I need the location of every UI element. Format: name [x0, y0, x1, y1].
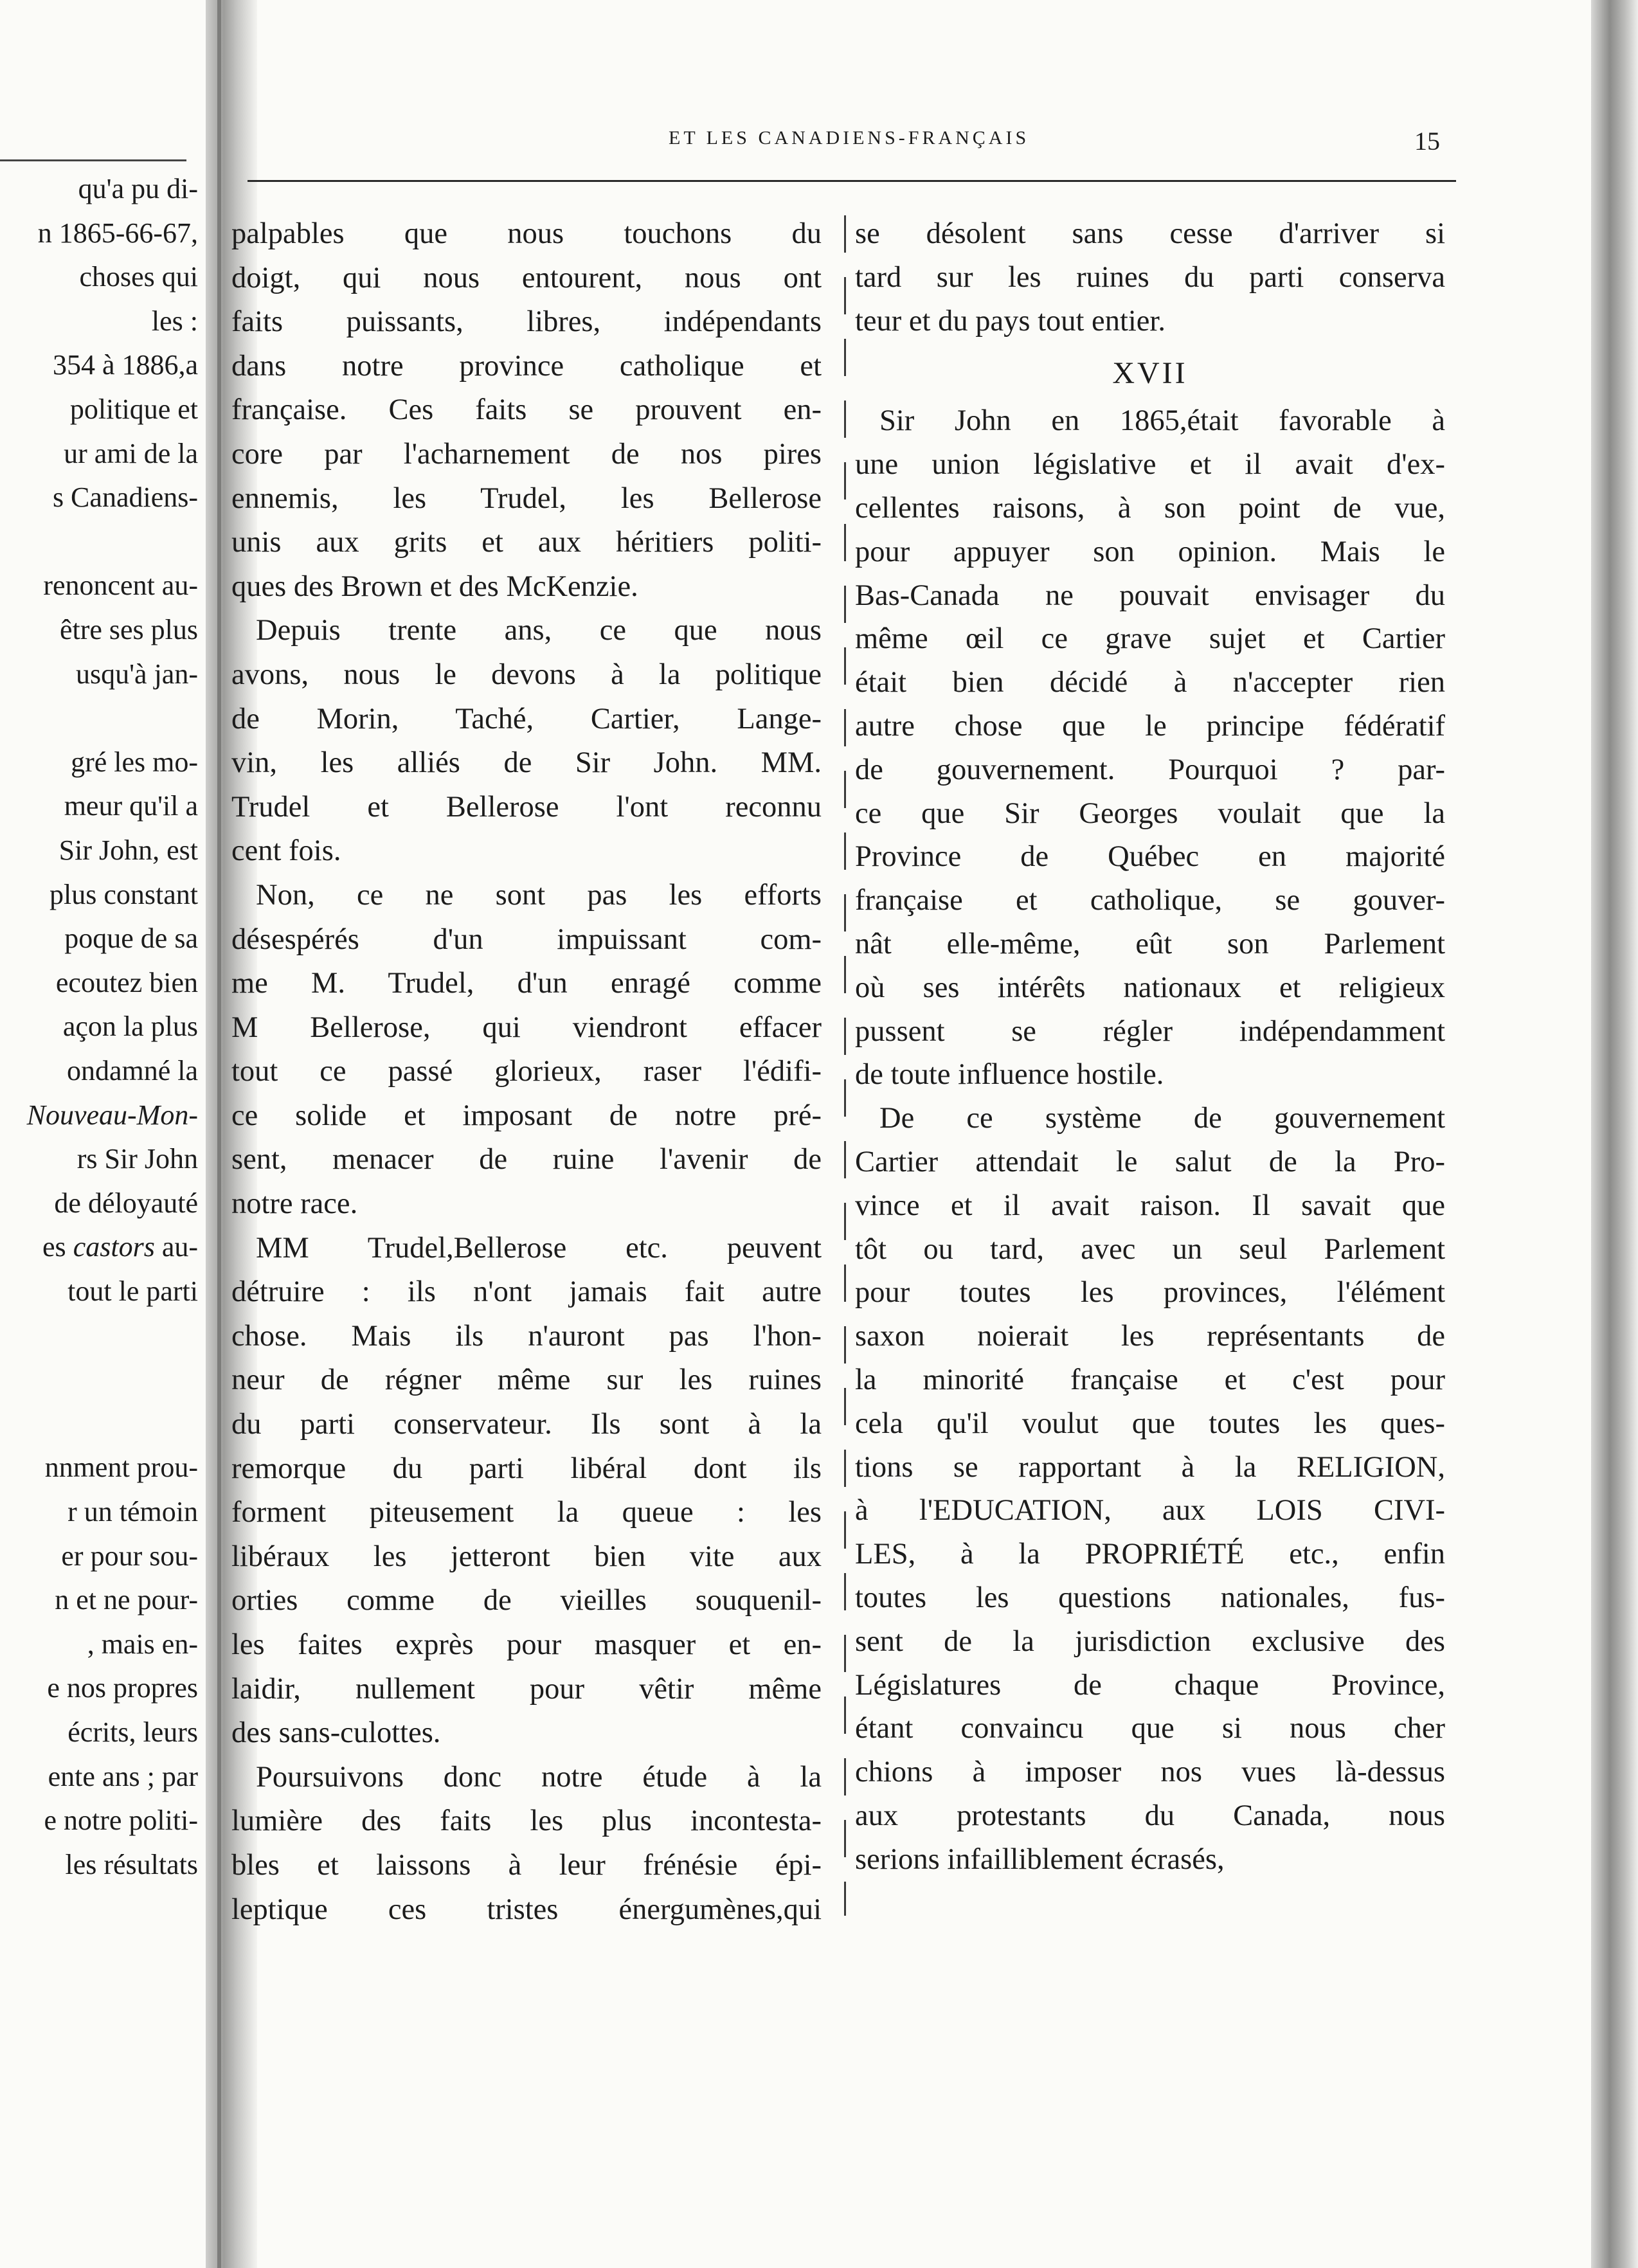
page-number: 15 [1414, 127, 1440, 156]
previous-page-line: s Canadiens- [52, 482, 198, 514]
previous-page-line: gré les mo- [71, 746, 198, 778]
text-line: Sir John en 1865,était favorable à [879, 404, 1445, 438]
previous-page-line: qu'a pu di- [78, 174, 198, 204]
previous-page-line: n 1865-66-67, [37, 217, 198, 249]
text-line: aux protestants du Canada, nous [855, 1799, 1445, 1832]
previous-page-line: plus constant [50, 878, 198, 910]
text-line: LES, à la PROPRIÉTÉ etc., enfin [855, 1538, 1445, 1571]
text-line: tôt ou tard, avec un seul Parlement [855, 1232, 1445, 1266]
text-line: libéraux les jetteront bien vite aux [231, 1540, 822, 1573]
previous-page-line: meur qu'il a [64, 790, 198, 822]
text-line: ques des Brown et des McKenzie. [231, 570, 638, 603]
previous-page-text-fragment [0, 174, 207, 1974]
text-line: désespérés d'un impuissant com- [231, 923, 822, 956]
previous-page-line: choses qui [79, 261, 198, 293]
text-line: se désolent sans cesse d'arriver si [855, 217, 1445, 250]
text-line: vin, les alliés de Sir John. MM. [231, 746, 822, 780]
previous-page-line: les résultats [65, 1848, 198, 1880]
text-line: française et catholique, se gouver- [855, 884, 1445, 917]
previous-page-line: ondamné la [66, 1055, 198, 1086]
previous-page-line: être ses plus [59, 614, 198, 645]
text-line: de toute influence hostile. [855, 1058, 1164, 1092]
text-line: tions se rapportant à la RELIGION, [855, 1450, 1445, 1484]
text-line: serions infailliblement écrasés, [855, 1842, 1225, 1876]
column-divider [844, 215, 846, 1916]
text-line: M Bellerose, qui viendront effacer [231, 1011, 822, 1044]
running-head: ET LES CANADIENS-FRANÇAIS [669, 127, 1030, 148]
text-line: pour toutes les provinces, l'élément [855, 1276, 1445, 1310]
text-line: française. Ces faits se prouvent en- [231, 393, 822, 427]
text-line: cellentes raisons, à son point de vue, [855, 491, 1445, 525]
text-line: Législatures de chaque Province, [855, 1668, 1445, 1702]
previous-page-line: usqu'à jan- [76, 658, 198, 690]
text-line: même œil ce grave sujet et Cartier [855, 622, 1445, 656]
previous-page-line: politique et [69, 393, 198, 425]
previous-page-line: es castors au- [42, 1231, 198, 1263]
text-line: du parti conservateur. Ils sont à la [231, 1408, 822, 1441]
previous-page-line: 354 à 1886,a [52, 349, 198, 381]
text-line: ce que Sir Georges voulait que la [855, 797, 1445, 830]
text-line: me M. Trudel, d'un enragé comme [231, 967, 822, 1000]
text-line: sent de la jurisdiction exclusive des [855, 1625, 1445, 1658]
text-line: avons, nous le devons à la politique [231, 658, 822, 691]
text-line: notre race. [231, 1187, 358, 1221]
text-line: était bien décidé à n'accepter rien [855, 666, 1445, 699]
text-line: tout ce passé glorieux, raser l'édifi- [231, 1055, 822, 1088]
text-line: teur et du pays tout entier. [855, 304, 1166, 338]
previous-page-rule [0, 159, 186, 161]
text-line: remorque du parti libéral dont ils [231, 1452, 822, 1485]
text-line: où ses intérêts nationaux et religieux [855, 971, 1445, 1004]
previous-page-line: Sir John, est [59, 834, 198, 866]
text-line: pour appuyer son opinion. Mais le [855, 535, 1445, 568]
text-line: bles et laissons à leur frénésie épi- [231, 1848, 822, 1882]
previous-page-line: rs Sir John [76, 1143, 198, 1175]
previous-page-line: écrits, leurs [68, 1716, 198, 1748]
text-line: saxon noierait les représentants de [855, 1320, 1445, 1353]
previous-page-line: n et ne pour- [55, 1584, 198, 1616]
previous-page-line: de déloyauté [54, 1187, 198, 1219]
previous-page-line: ur ami de la [64, 437, 198, 469]
section-number: XVII [1112, 356, 1188, 391]
text-line: de Morin, Taché, Cartier, Lange- [231, 702, 822, 735]
text-line: cent fois. [231, 834, 341, 868]
previous-page-line: açon la plus [62, 1011, 198, 1043]
previous-page-line: er pour sou- [61, 1540, 198, 1572]
text-line: Non, ce ne sont pas les efforts [256, 878, 822, 912]
text-line: Cartier attendait le salut de la Pro- [855, 1145, 1445, 1178]
text-line: détruire : ils n'ont jamais fait autre [231, 1275, 822, 1309]
right-text-column [855, 212, 1445, 1881]
text-line: leptique ces tristes énergumènes,qui [231, 1893, 822, 1926]
text-line: Depuis trente ans, ce que nous [256, 614, 822, 647]
text-line: core par l'acharnement de nos pires [231, 437, 822, 471]
text-line: doigt, qui nous entourent, nous ont [231, 261, 822, 294]
text-line: chose. Mais ils n'auront pas l'hon- [231, 1319, 822, 1353]
previous-page-line: e nos propres [47, 1672, 198, 1704]
text-line: Bas-Canada ne pouvait envisager du [855, 579, 1445, 612]
text-line: Trudel et Bellerose l'ont reconnu [231, 790, 822, 824]
text-line: cela qu'il voulut que toutes les ques- [855, 1407, 1445, 1440]
text-line: ennemis, les Trudel, les Bellerose [231, 482, 822, 515]
text-line: Poursuivons donc notre étude à la [256, 1760, 822, 1794]
text-line: Province de Québec en majorité [855, 840, 1445, 874]
text-line: à l'EDUCATION, aux LOIS CIVI- [855, 1494, 1445, 1527]
text-line: forment piteusement la queue : les [231, 1496, 822, 1529]
text-line: chions à imposer nos vues là-dessus [855, 1756, 1445, 1789]
text-line: toutes les questions nationales, fus- [855, 1581, 1445, 1614]
text-line: pussent se régler indépendamment [855, 1014, 1445, 1048]
text-line: autre chose que le principe fédératif [855, 709, 1445, 742]
left-text-column [231, 212, 822, 1932]
text-line: tard sur les ruines du parti conserva [855, 260, 1445, 294]
text-line: vince et il avait raison. Il savait que [855, 1189, 1445, 1222]
previous-page-line: Nouveau-Mon- [26, 1099, 198, 1131]
text-line: palpables que nous touchons du [231, 217, 822, 250]
text-line: laidir, nullement pour vêtir même [231, 1672, 822, 1706]
text-line: unis aux grits et aux héritiers politi- [231, 526, 822, 559]
text-line: des sans-culottes. [231, 1716, 441, 1750]
previous-page-line: ecoutez bien [55, 966, 198, 998]
text-line: de gouvernement. Pourquoi ? par- [855, 753, 1445, 786]
text-line: lumière des faits les plus incontesta- [231, 1805, 822, 1838]
text-line: MM Trudel,Bellerose etc. peuvent [256, 1231, 822, 1264]
previous-page-line: ente ans ; par [48, 1760, 198, 1792]
previous-page-line: , mais en- [87, 1628, 198, 1660]
previous-page-line: nnment prou- [44, 1452, 198, 1484]
previous-page-line: les : [151, 305, 198, 337]
previous-page-line: r un témoin [68, 1496, 198, 1527]
text-line: nât elle-même, eût son Parlement [855, 927, 1445, 960]
text-line: la minorité française et c'est pour [855, 1363, 1445, 1396]
header-rule [248, 180, 1456, 182]
text-line: une union législative et il avait d'ex- [855, 448, 1445, 482]
text-line: faits puissants, libres, indépendants [231, 305, 822, 339]
previous-page-line: tout le parti [68, 1275, 198, 1307]
text-line: dans notre province catholique et [231, 349, 822, 382]
previous-page-line: poque de sa [64, 923, 198, 955]
page-edge-shadow [1591, 0, 1638, 2268]
binding-edge [217, 0, 221, 2268]
text-line: étant convaincu que si nous cher [855, 1712, 1445, 1745]
text-line: De ce système de gouvernement [879, 1102, 1445, 1135]
text-line: les faites exprès pour masquer et en- [231, 1628, 822, 1661]
text-line: orties comme de vieilles souquenil- [231, 1584, 822, 1617]
text-line: ce solide et imposant de notre pré- [231, 1099, 822, 1132]
previous-page-line: renoncent au- [43, 570, 198, 602]
previous-page-line: e notre politi- [44, 1805, 198, 1837]
text-line: neur de régner même sur les ruines [231, 1364, 822, 1397]
text-line: sent, menacer de ruine l'avenir de [231, 1143, 822, 1176]
